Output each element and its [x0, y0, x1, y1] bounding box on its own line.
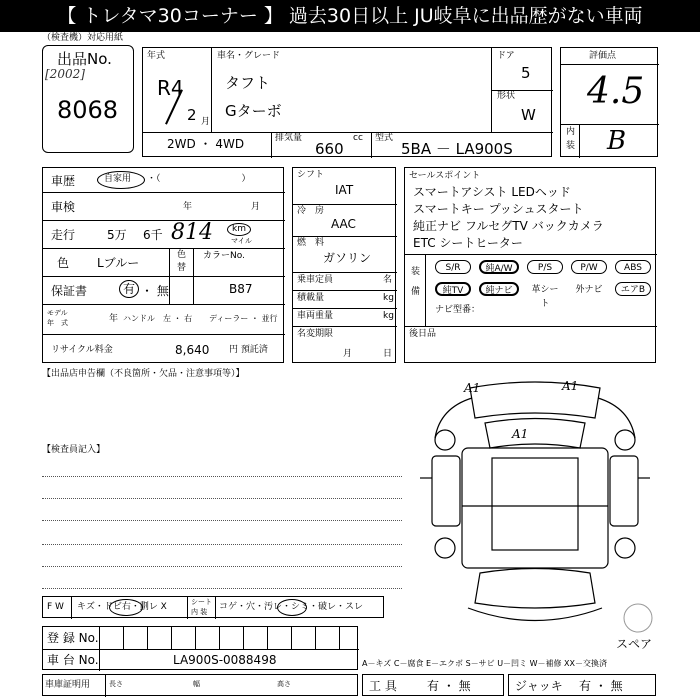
name-change-day-unit: 日 — [383, 349, 393, 359]
header-grid — [142, 47, 552, 157]
car-model: タフト — [225, 74, 271, 92]
certificate-width: 幅 — [193, 680, 200, 688]
car-grade: Gターボ — [225, 102, 282, 120]
sales-line-2: スマートキー プッシュスタート — [413, 202, 584, 216]
shift-label: シフト — [297, 170, 325, 180]
model-code-value: 5BA － LA900S — [401, 140, 513, 158]
history-label: 車歴 — [51, 174, 76, 188]
dealer-type: ディーラー ・ 並行 — [209, 314, 278, 323]
certificate-height: 高さ — [277, 680, 291, 688]
equipment-label-2: 備 — [411, 287, 421, 297]
seat-label-2: 内 装 — [191, 608, 208, 616]
spare-label: スペア — [616, 637, 653, 651]
weight-label: 車両重量 — [297, 311, 334, 321]
color-label: 色 — [57, 256, 70, 270]
score-box — [560, 47, 658, 157]
score-label: 評価点 — [589, 51, 617, 61]
cooling-label: 冷 房 — [297, 206, 325, 216]
spec-table — [292, 167, 396, 363]
mileage-man: 5万 — [107, 228, 127, 242]
equip-alloy-wheel: 純A/W — [479, 260, 519, 274]
attach-label: 後日品 — [409, 329, 437, 339]
tools-label: 工 具 — [369, 679, 397, 693]
certificate-label: 車庫証明用 — [45, 680, 91, 690]
history-value: 自家用 — [104, 174, 132, 184]
equip-airbag: エアB — [615, 282, 651, 296]
lot-box — [42, 45, 134, 153]
damage-mark-front-left: A1 — [464, 381, 481, 395]
model-code-label: 型式 — [375, 133, 394, 143]
drive-type: 2WD ・ 4WD — [167, 137, 245, 151]
inspection-year-unit: 年 — [183, 202, 193, 212]
jack-value: 有 ・ 無 — [579, 679, 623, 693]
shape-label: 形状 — [497, 91, 516, 101]
year-era: R4 — [157, 76, 184, 100]
displacement-unit: cc — [353, 133, 363, 143]
load-unit: kg — [383, 293, 394, 303]
form-subnote: （検査機）対応用紙 — [42, 33, 124, 43]
sales-line-1: スマートアシスト LEDヘッド — [413, 185, 571, 199]
damage-mark-front-right: A1 — [562, 379, 579, 393]
tools-row — [362, 674, 504, 696]
equip-tv: 純TV — [435, 282, 471, 296]
registration-label: 登 録 No. — [47, 631, 99, 645]
year-label: 年式 — [147, 51, 166, 61]
history-other: ・（ ） — [147, 174, 251, 184]
interior-row — [42, 596, 384, 618]
seat-label-1: シート — [191, 598, 212, 606]
name-label: 車名・グレード — [217, 51, 281, 61]
fw-label: F W — [47, 602, 64, 612]
doors-label: ドア — [497, 51, 515, 61]
weight-unit: kg — [383, 311, 394, 321]
lot-number: 8068 — [57, 96, 119, 124]
doors-value: 5 — [521, 64, 531, 82]
interior-score: B — [607, 126, 627, 156]
capacity-unit: 名 — [383, 275, 393, 285]
repaint-label-2: 替 — [177, 263, 187, 273]
sales-label: セールスポイント — [409, 171, 481, 181]
sales-line-3: 純正ナビ フルセグTV バックカメラ — [413, 219, 604, 233]
color-value: Lブルー — [97, 256, 140, 270]
displacement-label: 排気量 — [275, 133, 303, 143]
banner: 【 トレタマ30コーナー 】 過去30日以上 JU岐阜に出品歴がない車両 — [0, 0, 700, 32]
name-change-label: 名変期限 — [297, 329, 334, 339]
displacement-value: 660 — [315, 140, 344, 158]
tools-value: 有 ・ 無 — [427, 679, 471, 693]
equipment-label-1: 装 — [411, 267, 421, 277]
navi-model-label: ナビ型番： — [435, 305, 481, 315]
inspection-month-unit: 月 — [251, 202, 261, 212]
warranty-no: ・ 無 — [141, 284, 169, 298]
recycle-label: リサイクル料金 — [51, 345, 113, 355]
inspector-label: 【検査員記入】 — [42, 445, 106, 455]
equip-leather-seat: 革シート — [531, 285, 559, 309]
registration-table — [42, 626, 358, 670]
model-year-label-1: モデル — [47, 309, 68, 317]
interior-label-2: 装 — [566, 141, 576, 151]
mileage-sen: 6千 — [143, 228, 163, 242]
cooling-value: AAC — [331, 217, 356, 231]
capacity-label: 乗車定員 — [297, 275, 334, 285]
mileage-handwritten: 814 — [171, 220, 213, 245]
lot-label: 出品No. — [57, 50, 112, 68]
mileage-label: 走行 — [51, 228, 76, 242]
chassis-value: LA900S-0088498 — [173, 653, 277, 667]
mileage-unit: km — [232, 224, 246, 234]
color-no-label: カラーNo. — [203, 251, 245, 261]
car-diagram — [410, 378, 660, 651]
recycle-value: 8,640 — [175, 343, 210, 357]
equip-power-window: P/W — [571, 260, 607, 274]
model-year-label-2: 年 式 — [47, 319, 68, 327]
shape-value: W — [521, 106, 536, 124]
equip-navi: 純ナビ — [479, 282, 519, 296]
fw-items: キズ・ドビ右・劃レ X — [77, 602, 167, 612]
equip-aftermarket-navi: 外ナビ — [575, 285, 603, 295]
repaint-label-1: 色 — [177, 250, 187, 260]
recycle-unit: 円 預託済 — [229, 345, 268, 355]
damage-legend: A－キズ C－腐食 E－エクボ S－サビ U－凹ミ W－補修 XX－交換済 — [362, 659, 608, 668]
damage-mark-roof: A1 — [512, 427, 529, 441]
warranty-label: 保証書 — [51, 284, 88, 298]
shift-value: IAT — [335, 183, 354, 197]
year-month-unit: 月 — [201, 117, 211, 127]
jack-row — [508, 674, 656, 696]
handle-side: ハンドル 左 ・ 右 — [123, 314, 193, 323]
details-table — [42, 167, 284, 363]
fuel-value: ガソリン — [323, 251, 372, 265]
interior-label-1: 内 — [566, 127, 576, 137]
load-label: 積載量 — [297, 293, 325, 303]
sales-line-4: ETC シートヒーター — [413, 236, 523, 250]
lot-stamp: [2002] — [45, 67, 85, 81]
sales-table — [404, 167, 656, 363]
warranty-yes: 有 — [123, 282, 136, 296]
model-year-unit: 年 — [109, 314, 119, 324]
color-no-value: B87 — [229, 282, 253, 296]
equip-abs: ABS — [615, 260, 651, 274]
chassis-label: 車 台 No. — [47, 653, 99, 667]
jack-label: ジャッキ — [515, 679, 563, 693]
equip-sunroof: S/R — [435, 260, 471, 274]
year-month: 2 — [187, 106, 197, 124]
seat-items: コゲ・穴・汚レ・シミ・破レ・スレ — [219, 602, 364, 612]
exhibitor-label: 【出品店申告欄（不良箇所・欠品・注意事項等）】 — [42, 369, 245, 379]
certificate-row — [42, 674, 358, 696]
equip-power-steering: P/S — [527, 260, 563, 274]
certificate-length: 長さ — [109, 680, 123, 688]
fuel-label: 燃 料 — [297, 238, 325, 248]
score-value: 4.5 — [587, 71, 645, 112]
name-change-month-unit: 月 — [343, 349, 353, 359]
inspection-label: 車検 — [51, 200, 76, 214]
mileage-unit-mile: マイル — [231, 237, 252, 245]
